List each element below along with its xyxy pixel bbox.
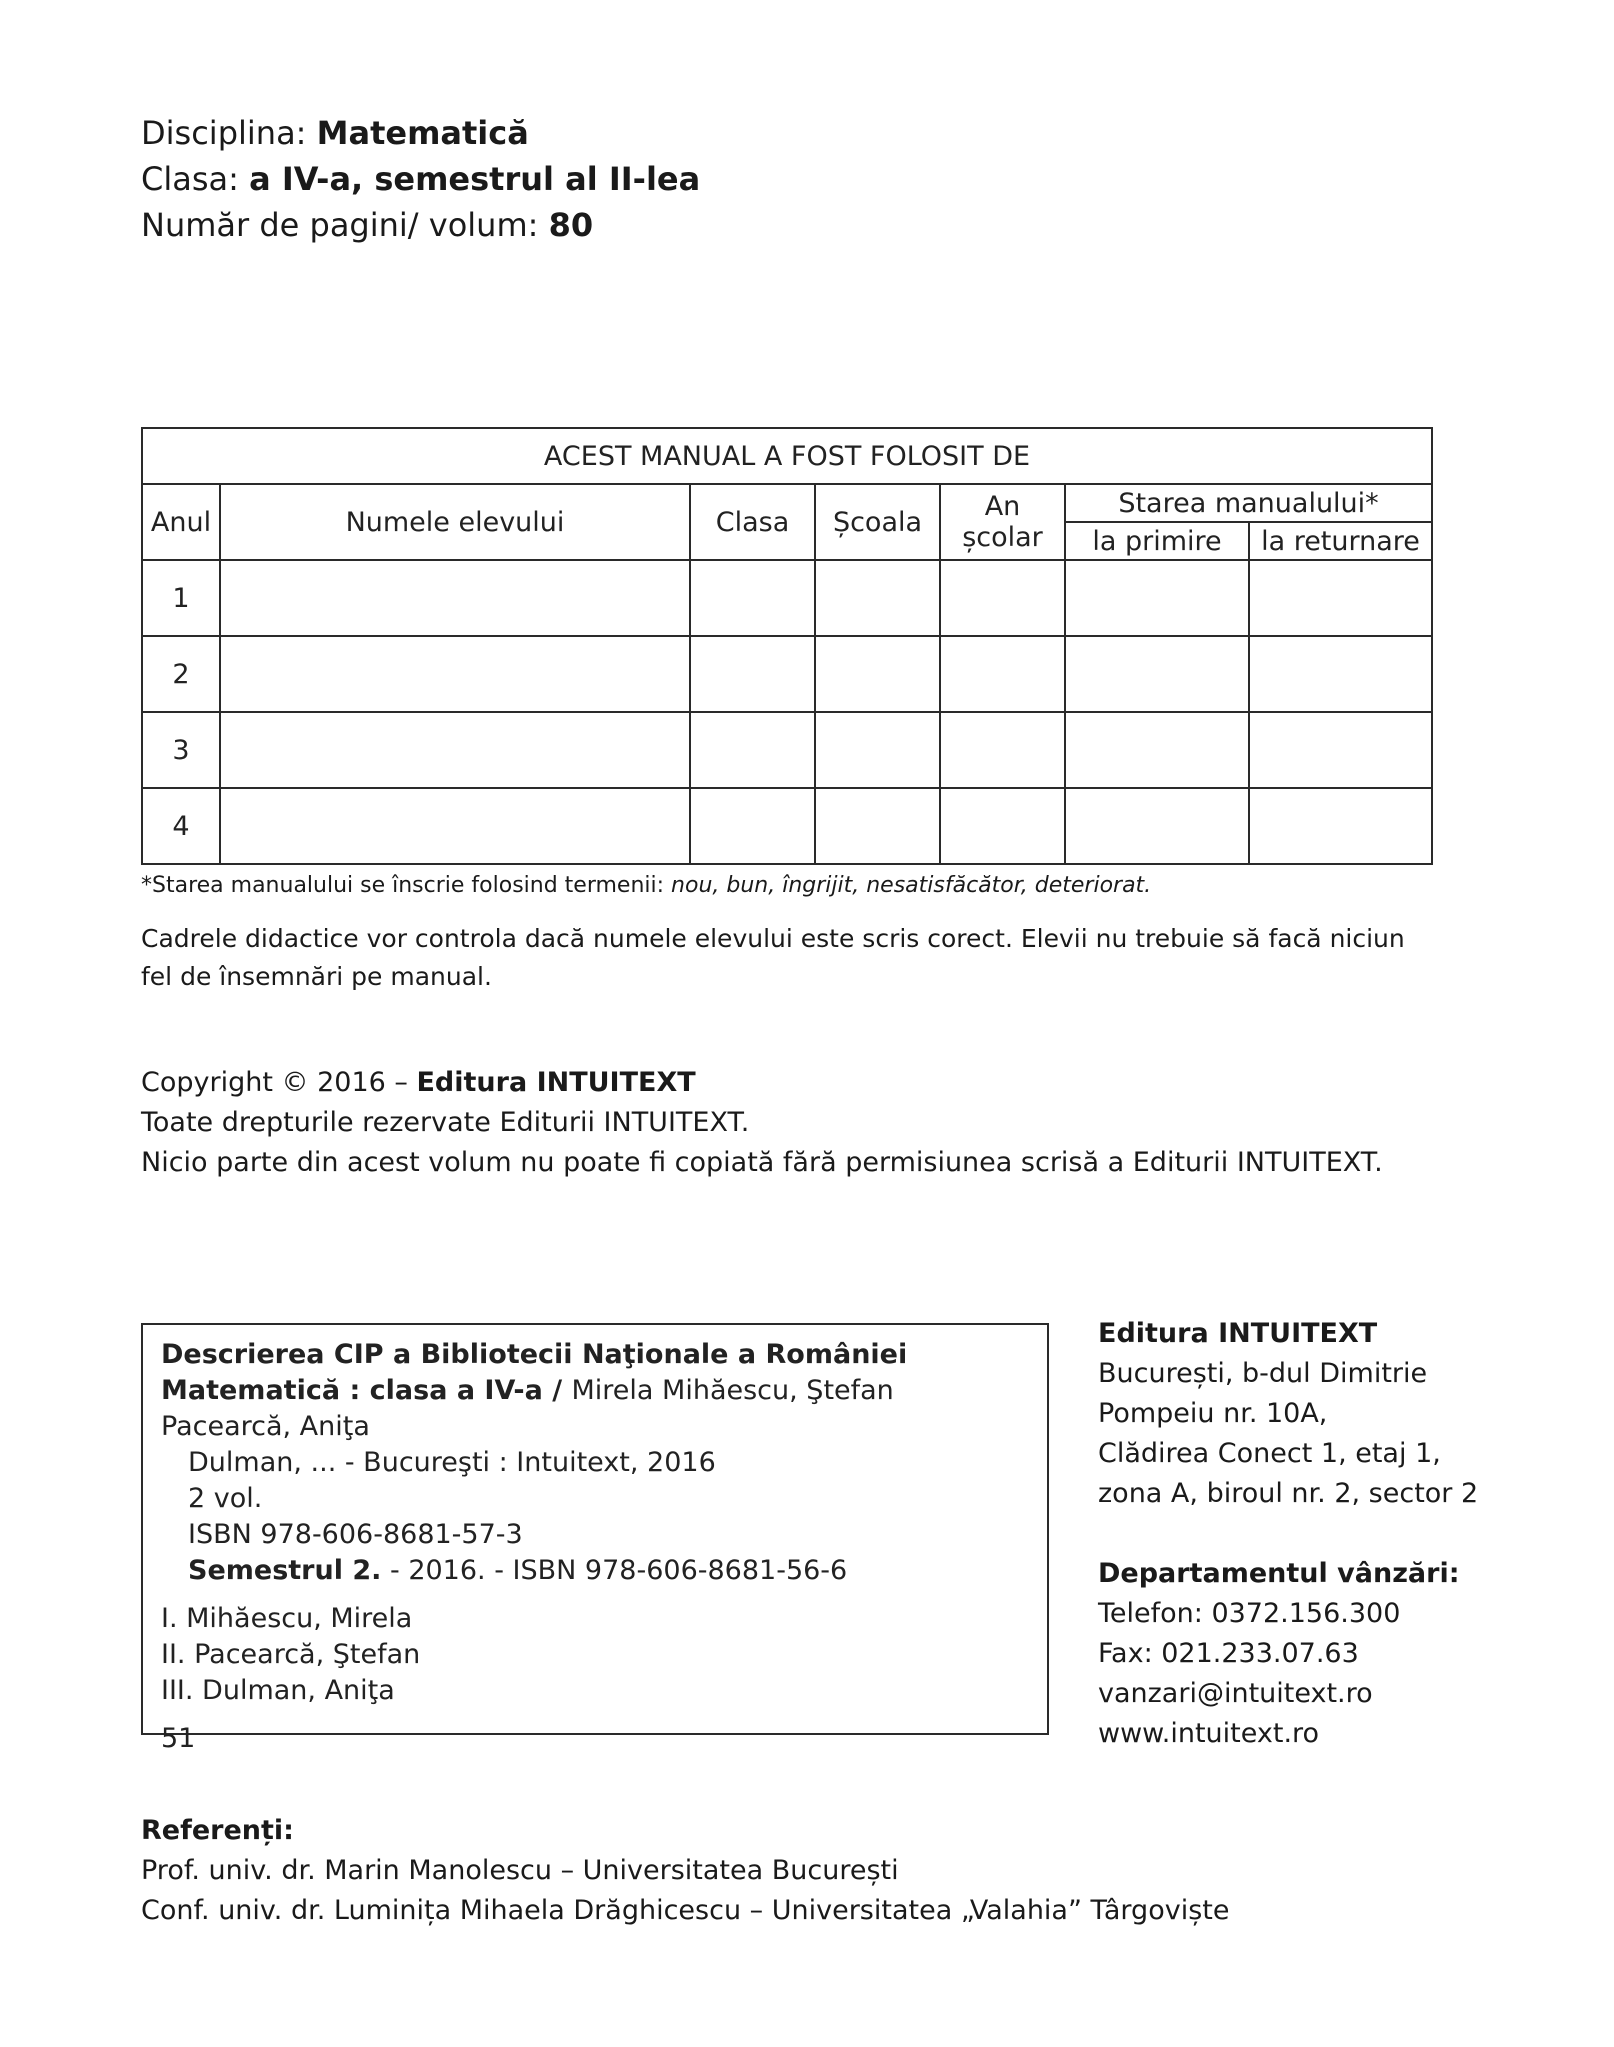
cip-title: Descrierea CIP a Bibliotecii Naţionale a României [161,1339,908,1370]
copyright-line: Copyright © 2016 – Editura INTUITEXT [141,1067,696,1098]
table-row [142,636,1432,712]
teacher-note: Cadrele didactice vor controla dacă numele elevului este scris corect. Elevii nu trebuie să facă niciun fel de însemnări pe manual. [141,924,1405,991]
book-info [141,110,700,248]
address-line: zona A, biroul nr. 2, sector 2 [1098,1478,1479,1509]
sales-title: Departamentul vânzări: [1098,1558,1460,1589]
col-la-returnare: la returnare [1249,522,1432,560]
address-line: București, b-dul Dimitrie [1098,1358,1428,1389]
usage-table [141,427,1433,865]
disciplina-value: Matematică [316,114,529,152]
referents-title: Referenți: [141,1815,294,1846]
table-row [142,788,1432,864]
address-line: Clădirea Conect 1, etaj 1, [1098,1438,1441,1469]
referent-item: Conf. univ. dr. Luminița Mihaela Drăghicescu – Universitatea „Valahia” Târgoviște [141,1895,1230,1926]
cell-la-primire [1065,560,1249,636]
publisher-name-bold: Editura INTUITEXT [416,1067,696,1098]
cell-la-primire [1065,636,1249,712]
cell-la-primire [1065,788,1249,864]
email-link[interactable]: vanzari@intuitext.ro [1098,1678,1373,1709]
cell-an-scolar [940,636,1065,712]
cell-clasa [690,788,815,864]
cell-scoala [815,560,940,636]
col-la-primire: la primire [1065,522,1249,560]
pagini-line: Număr de pagini/ volum: 80 [141,206,594,244]
referents-block [141,1811,1229,1931]
referent-item: Prof. univ. dr. Marin Manolescu – Universitatea București [141,1855,899,1886]
cip-semester: Semestrul 2. - 2016. - ISBN 978-606-8681-56-6 [188,1555,848,1586]
cip-line-2: Dulman, ... - Bucureşti : Intuitext, 2016 [188,1447,716,1478]
pagini-value: 80 [548,206,594,244]
cell-numele [220,712,690,788]
col-an-scolar: An școlar [940,484,1065,560]
cip-code: 51 [161,1723,196,1754]
table-row [142,712,1432,788]
cell-an-scolar [940,788,1065,864]
cip-author: I. Mihăescu, Mirela [161,1603,413,1634]
col-starea: Starea manualului* [1065,484,1432,522]
cip-author: III. Dulman, Aniţa [161,1675,395,1706]
row-number: 3 [142,712,220,788]
cell-la-returnare [1249,788,1432,864]
website-link[interactable]: www.intuitext.ro [1098,1718,1320,1749]
fax: Fax: 021.233.07.63 [1098,1638,1359,1669]
col-anul: Anul [142,484,220,560]
cell-an-scolar [940,560,1065,636]
no-copy-line: Nicio parte din acest volum nu poate fi copiată fără permisiunea scrisă a Editurii INTUITEXT. [141,1147,1383,1178]
clasa-value: a IV-a, semestrul al II-lea [249,160,701,198]
cell-scoala [815,636,940,712]
row-number: 2 [142,636,220,712]
cip-author: II. Pacearcă, Ştefan [161,1639,421,1670]
legend-terms: nou, bun, îngrijit, nesatisfăcător, deteriorat. [671,873,1152,898]
row-number: 1 [142,560,220,636]
cip-box [141,1323,1049,1754]
rights-line: Toate drepturile rezervate Editurii INTUITEXT. [141,1107,750,1138]
publisher-block [1098,1314,1478,1754]
publisher-name: Editura INTUITEXT [1098,1318,1378,1349]
cell-clasa [690,560,815,636]
clasa-line: Clasa: a IV-a, semestrul al II-lea [141,160,701,198]
cell-la-returnare [1249,560,1432,636]
cip-line-1: Matematică : clasa a IV-a / Mirela Mihăescu, Ştefan Pacearcă, Aniţa [161,1375,894,1442]
cell-numele [220,788,690,864]
cell-numele [220,560,690,636]
cell-scoala [815,788,940,864]
row-number: 4 [142,788,220,864]
cell-scoala [815,712,940,788]
cip-line-3: 2 vol. [188,1483,263,1514]
table-row [142,560,1432,636]
usage-table-title: ACEST MANUAL A FOST FOLOSIT DE [142,428,1432,484]
address-line: Pompeiu nr. 10A, [1098,1398,1328,1429]
col-clasa: Clasa [690,484,815,560]
cell-la-returnare [1249,712,1432,788]
col-scoala: Școala [815,484,940,560]
cip-isbn: ISBN 978-606-8681-57-3 [188,1519,523,1550]
cell-clasa [690,712,815,788]
col-numele: Numele elevului [220,484,690,560]
copyright-block [141,1063,1383,1183]
cell-an-scolar [940,712,1065,788]
table-legend: *Starea manualului se înscrie folosind termenii: nou, bun, îngrijit, nesatisfăcător, deteriorat. [141,873,1152,898]
cell-la-returnare [1249,636,1432,712]
cell-numele [220,636,690,712]
cell-la-primire [1065,712,1249,788]
cell-clasa [690,636,815,712]
phone: Telefon: 0372.156.300 [1098,1598,1401,1629]
disciplina-line: Disciplina: Matematică [141,114,529,152]
